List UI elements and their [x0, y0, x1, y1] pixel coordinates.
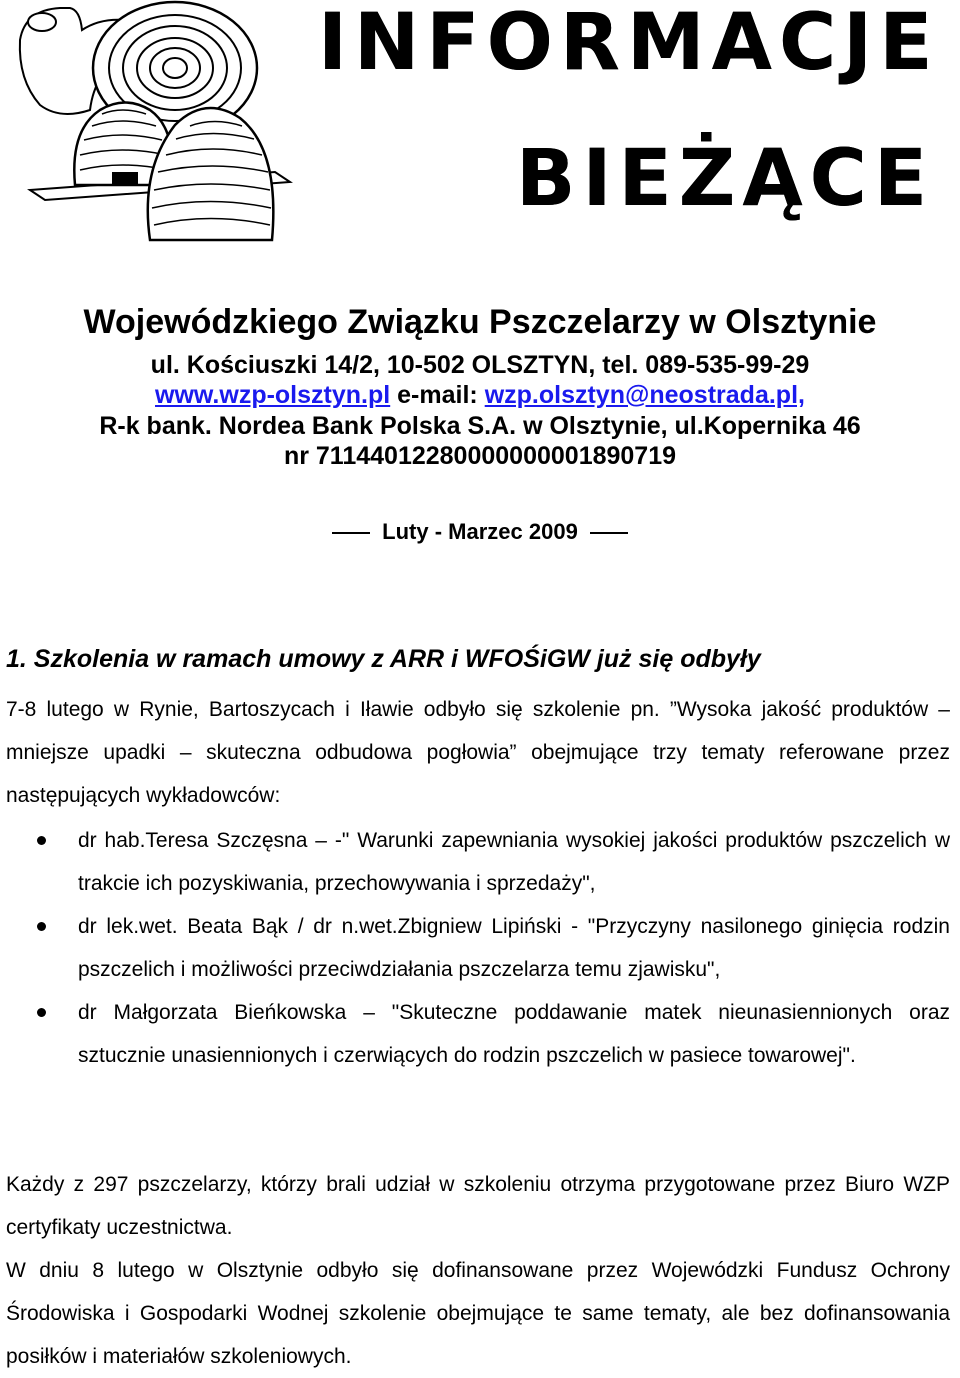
- date-dash-right: [590, 532, 628, 534]
- association-name: Wojewódzkiego Związku Pszczelarzy w Olsztynie: [83, 303, 877, 341]
- issue-date: Luty - Marzec 2009: [382, 519, 578, 544]
- list-item: [0, 991, 950, 1077]
- certificate-paragraph: Każdy z 297 pszczelarzy, którzy brali udział w szkoleniu otrzyma przygotowane przez Biuro WZP certyfikaty uczestnictwa.: [6, 1173, 950, 1239]
- association-address: ul. Kościuszki 14/2, 10-502 OLSZTYN, tel. 089-535-99-29: [150, 351, 810, 379]
- bank-info: R-k bank. Nordea Bank Polska S.A. w Olsztynie, ul.Kopernika 46: [99, 412, 861, 440]
- email-label: e-mail:: [397, 381, 478, 409]
- issue-date-line: [0, 519, 960, 545]
- website-link[interactable]: www.wzp-olsztyn.pl: [155, 381, 391, 409]
- section-heading: 1. Szkolenia w ramach umowy z ARR i WFOŚiGW już się odbyły: [6, 645, 761, 673]
- bullet-icon: [37, 836, 46, 845]
- banner-title-biezace: BIEŻĄCE: [516, 134, 935, 224]
- beehive-skep-illustration: [0, 0, 300, 250]
- lecturer-text: dr Małgorzata Bieńkowska – "Skuteczne poddawanie matek nieunasiennionych oraz sztucznie unasiennionych i czerwiących do rodzin pszczelich w pasiece towarowej".: [78, 1001, 950, 1067]
- list-item: [0, 905, 950, 991]
- banner-title-informacje: INFORMACJE: [318, 0, 940, 88]
- bullet-icon: [37, 1008, 46, 1017]
- olsztyn-training-paragraph: W dniu 8 lutego w Olsztynie odbyło się dofinansowane przez Wojewódzki Fundusz Ochrony Środowiska i Gospodarki Wodnej szkolenie obejmujące te same tematy, ale bez dofinansowania posiłków i materiałów szkoleniowych.: [6, 1259, 950, 1368]
- intro-paragraph: 7-8 lutego w Rynie, Bartoszycach i Iławie odbyło się szkolenie pn. ”Wysoka jakość produktów – mniejsze upadki – skuteczna odbudowa pogłowia” obejmujące trzy tematy referowane przez następujących wykładowców:: [6, 698, 950, 807]
- email-link[interactable]: wzp.olsztyn@neostrada.pl,: [484, 381, 805, 409]
- contact-line: [0, 380, 960, 410]
- list-item: [0, 819, 950, 905]
- bank-account-number: nr 71144012280000000001890719: [283, 442, 677, 470]
- bullet-icon: [37, 922, 46, 931]
- lecturer-text: dr lek.wet. Beata Bąk / dr n.wet.Zbigniew Lipiński - "Przyczyny nasilonego ginięcia rodzin pszczelich i możliwości przeciwdziałania pszczelarza temu zjawisku",: [78, 915, 950, 981]
- date-dash-left: [332, 532, 370, 534]
- lecturer-text: dr hab.Teresa Szczęsna – -" Warunki zapewniania wysokiej jakości produktów pszczelich w trakcie ich pozyskiwania, przechowywania i sprzedaży",: [78, 829, 950, 895]
- lecturer-list: [0, 819, 950, 1077]
